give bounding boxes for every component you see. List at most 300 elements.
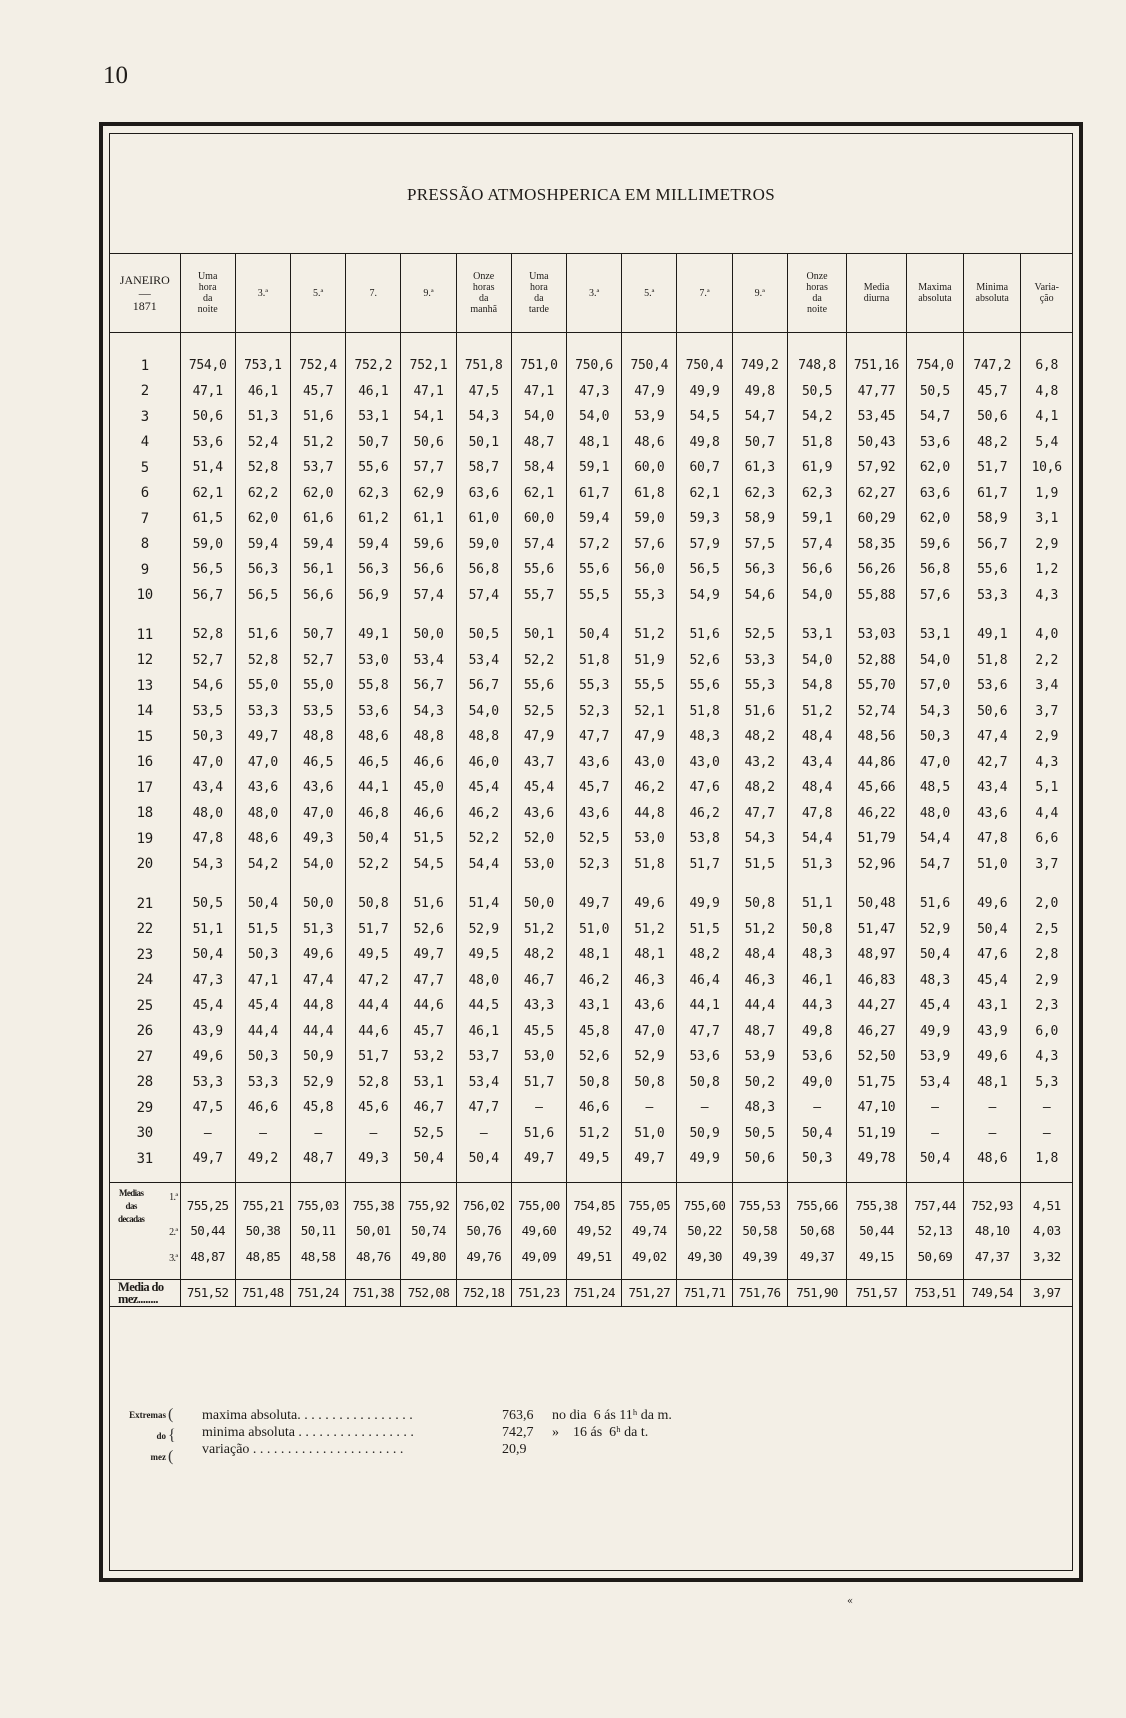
- pressure-value: 56,3: [235, 557, 290, 583]
- day-number: 24: [136, 972, 153, 989]
- pressure-value: 57,5: [732, 532, 787, 558]
- pressure-value: 62,3: [787, 481, 846, 507]
- decade-label: [110, 1182, 180, 1224]
- pressure-value: 46,1: [235, 379, 290, 405]
- pressure-value: 53,1: [346, 404, 401, 430]
- pressure-value: 57,0: [906, 673, 963, 699]
- pressure-value: 49,6: [964, 877, 1021, 917]
- pressure-value: 56,6: [401, 557, 456, 583]
- decade-mean-value: 50,76: [456, 1218, 511, 1244]
- column-header: 5.ª: [290, 254, 345, 333]
- pressure-value: 51,4: [180, 455, 235, 481]
- pressure-value: 48,1: [964, 1070, 1021, 1096]
- pressure-value: 43,9: [180, 1019, 235, 1045]
- pressure-value: 51,1: [180, 917, 235, 943]
- pressure-value: 51,6: [401, 877, 456, 917]
- pressure-value: 61,2: [346, 506, 401, 532]
- day-row: [110, 1146, 1072, 1182]
- pressure-value: 43,6: [235, 775, 290, 801]
- pressure-value: 52,5: [567, 826, 622, 852]
- pressure-value: 47,1: [511, 379, 566, 405]
- pressure-value: 50,1: [511, 608, 566, 648]
- pressure-value: 55,8: [346, 673, 401, 699]
- pressure-value: 54,9: [677, 583, 732, 609]
- column-header: 5.ª: [622, 254, 677, 333]
- pressure-value: 43,6: [567, 750, 622, 776]
- pressure-value: 50,8: [732, 877, 787, 917]
- pressure-value: 2,9: [1021, 968, 1072, 994]
- pressure-value: 60,0: [511, 506, 566, 532]
- pressure-value: 61,9: [787, 455, 846, 481]
- pressure-value: 754,0: [906, 333, 963, 379]
- pressure-value: 52,3: [567, 852, 622, 878]
- pressure-value: 56,7: [180, 583, 235, 609]
- day-row: [110, 1121, 1072, 1147]
- pressure-value: 50,4: [180, 942, 235, 968]
- pressure-value: 48,3: [906, 968, 963, 994]
- pressure-value: 56,3: [346, 557, 401, 583]
- pressure-value: 48,6: [235, 826, 290, 852]
- pressure-value: 46,1: [787, 968, 846, 994]
- month-mean-value: 751,23: [511, 1280, 566, 1307]
- pressure-value: 52,6: [567, 1044, 622, 1070]
- column-header: Maxima absoluta: [906, 254, 963, 333]
- month-mean-value: 749,54: [964, 1280, 1021, 1307]
- pressure-value: 57,6: [906, 583, 963, 609]
- pressure-value: 45,8: [567, 1019, 622, 1045]
- pressure-value: 51,7: [346, 1044, 401, 1070]
- day-number: 16: [136, 754, 153, 771]
- pressure-value: 49,5: [567, 1146, 622, 1182]
- pressure-value: 43,6: [511, 801, 566, 827]
- day-number: 3: [140, 408, 149, 425]
- decade-mean-value: 756,02: [456, 1182, 511, 1218]
- pressure-value: 52,5: [401, 1121, 456, 1147]
- pressure-value: 44,27: [847, 993, 906, 1019]
- pressure-value: 49,9: [906, 1019, 963, 1045]
- pressure-value: 49,9: [677, 877, 732, 917]
- day-number: 4: [140, 434, 149, 451]
- pressure-value: 47,5: [180, 1095, 235, 1121]
- day-row: [110, 1044, 1072, 1070]
- pressure-value: —: [180, 1121, 235, 1147]
- pressure-value: 46,83: [847, 968, 906, 994]
- pressure-value: 46,27: [847, 1019, 906, 1045]
- decade-mean-value: 52,13: [906, 1218, 963, 1244]
- pressure-value: 50,6: [732, 1146, 787, 1182]
- pressure-value: 47,4: [290, 968, 345, 994]
- column-header: Uma hora da noite: [180, 254, 235, 333]
- decade-mean-value: 49,30: [677, 1244, 732, 1280]
- pressure-value: 52,8: [235, 455, 290, 481]
- pressure-value: 49,8: [677, 430, 732, 456]
- day-row: [110, 608, 1072, 648]
- pressure-value: 48,0: [906, 801, 963, 827]
- pressure-value: 47,0: [290, 801, 345, 827]
- day-number: 18: [136, 805, 153, 822]
- month-mean-value: 751,24: [290, 1280, 345, 1307]
- decade-mean-value: 49,76: [456, 1244, 511, 1280]
- pressure-value: 754,0: [180, 333, 235, 379]
- day-number: 20: [136, 856, 153, 873]
- day-row: [110, 557, 1072, 583]
- pressure-value: 48,2: [732, 775, 787, 801]
- pressure-value: 49,6: [964, 1044, 1021, 1070]
- day-number: 23: [136, 946, 153, 963]
- pressure-value: 47,9: [511, 724, 566, 750]
- pressure-value: 2,3: [1021, 993, 1072, 1019]
- pressure-value: 4,3: [1021, 1044, 1072, 1070]
- pressure-value: 53,7: [456, 1044, 511, 1070]
- pressure-value: 54,0: [787, 583, 846, 609]
- pressure-value: 53,3: [732, 648, 787, 674]
- pressure-value: 49,1: [964, 608, 1021, 648]
- pressure-value: 59,0: [622, 506, 677, 532]
- pressure-value: 42,7: [964, 750, 1021, 776]
- pressure-value: 45,4: [180, 993, 235, 1019]
- pressure-value: 51,2: [567, 1121, 622, 1147]
- day-row: [110, 699, 1072, 725]
- pressure-value: 48,8: [290, 724, 345, 750]
- month-mean-value: 751,90: [787, 1280, 846, 1307]
- pressure-value: 45,4: [235, 993, 290, 1019]
- pressure-value: 55,6: [346, 455, 401, 481]
- pressure-value: 53,0: [511, 1044, 566, 1070]
- extreme-name: variação . . . . . . . . . . . . . . . . . . . . . .: [202, 1442, 404, 1457]
- pressure-value: 45,8: [290, 1095, 345, 1121]
- pressure-value: 46,2: [456, 801, 511, 827]
- pressure-value: 54,3: [732, 826, 787, 852]
- pressure-value: 51,7: [964, 455, 1021, 481]
- pressure-value: 51,7: [511, 1070, 566, 1096]
- pressure-value: 50,4: [906, 942, 963, 968]
- pressure-value: 748,8: [787, 333, 846, 379]
- column-header: 7.: [346, 254, 401, 333]
- pressure-value: 47,7: [732, 801, 787, 827]
- day-number: 10: [136, 587, 153, 604]
- pressure-value: 53,3: [235, 1070, 290, 1096]
- pressure-value: 60,0: [622, 455, 677, 481]
- pressure-value: 1,8: [1021, 1146, 1072, 1182]
- pressure-value: 44,6: [346, 1019, 401, 1045]
- pressure-value: 57,92: [847, 455, 906, 481]
- pressure-value: 54,0: [906, 648, 963, 674]
- pressure-value: 43,4: [787, 750, 846, 776]
- pressure-value: 2,2: [1021, 648, 1072, 674]
- pressure-value: 52,9: [290, 1070, 345, 1096]
- pressure-value: 47,1: [235, 968, 290, 994]
- day-number: 11: [136, 626, 153, 643]
- pressure-value: 50,4: [787, 1121, 846, 1147]
- decade-mean-value: 755,38: [346, 1182, 401, 1218]
- day-row: [110, 1019, 1072, 1045]
- pressure-value: 50,8: [567, 1070, 622, 1096]
- month-mean-value: 751,76: [732, 1280, 787, 1307]
- pressure-value: 6,0: [1021, 1019, 1072, 1045]
- month-mean-value: 751,52: [180, 1280, 235, 1307]
- decade-mean-value: 755,05: [622, 1182, 677, 1218]
- pressure-value: 55,7: [511, 583, 566, 609]
- pressure-value: 53,3: [235, 699, 290, 725]
- pressure-value: 62,1: [180, 481, 235, 507]
- pressure-value: 48,0: [235, 801, 290, 827]
- pressure-value: 51,9: [622, 648, 677, 674]
- month-mean-value: 3,97: [1021, 1280, 1072, 1307]
- pressure-value: 47,3: [567, 379, 622, 405]
- pressure-value: —: [677, 1095, 732, 1121]
- column-header: Minima absoluta: [964, 254, 1021, 333]
- pressure-value: 54,4: [787, 826, 846, 852]
- pressure-value: —: [964, 1121, 1021, 1147]
- pressure-value: 62,2: [235, 481, 290, 507]
- pressure-value: 56,8: [456, 557, 511, 583]
- pressure-value: 47,9: [622, 379, 677, 405]
- decade-mean-value: 757,44: [906, 1182, 963, 1218]
- pressure-value: 43,9: [964, 1019, 1021, 1045]
- pressure-value: 52,2: [346, 852, 401, 878]
- pressure-value: 47,5: [456, 379, 511, 405]
- day-row: [110, 1070, 1072, 1096]
- pressure-value: 44,4: [290, 1019, 345, 1045]
- pressure-value: 749,2: [732, 333, 787, 379]
- pressure-value: 53,8: [677, 826, 732, 852]
- pressure-value: 50,7: [346, 430, 401, 456]
- pressure-value: 45,4: [964, 968, 1021, 994]
- decade-mean-value: 50,68: [787, 1218, 846, 1244]
- decade-mean-value: 50,44: [180, 1218, 235, 1244]
- pressure-value: 51,7: [346, 917, 401, 943]
- pressure-value: 52,96: [847, 852, 906, 878]
- pressure-value: 751,16: [847, 333, 906, 379]
- column-header: 9.ª: [732, 254, 787, 333]
- pressure-value: 44,3: [787, 993, 846, 1019]
- decade-mean-value: 50,44: [847, 1218, 906, 1244]
- pressure-value: 3,7: [1021, 852, 1072, 878]
- pressure-value: 59,0: [180, 532, 235, 558]
- pressure-value: 44,1: [677, 993, 732, 1019]
- pressure-value: 56,1: [290, 557, 345, 583]
- pressure-value: 4,3: [1021, 583, 1072, 609]
- pressure-value: 56,7: [401, 673, 456, 699]
- pressure-value: 50,9: [677, 1121, 732, 1147]
- pressure-value: 47,1: [401, 379, 456, 405]
- pressure-value: —: [456, 1121, 511, 1147]
- month-mean-label: Media do mez........: [110, 1280, 180, 1307]
- pressure-value: 52,5: [732, 608, 787, 648]
- pressure-value: 50,6: [401, 430, 456, 456]
- pressure-value: 59,6: [906, 532, 963, 558]
- column-header: 7.ª: [677, 254, 732, 333]
- pressure-value: 48,6: [964, 1146, 1021, 1182]
- pressure-value: 53,6: [787, 1044, 846, 1070]
- pressure-value: 59,6: [401, 532, 456, 558]
- pressure-value: 48,56: [847, 724, 906, 750]
- pressure-value: 51,8: [622, 852, 677, 878]
- pressure-value: 55,3: [567, 673, 622, 699]
- pressure-value: 51,8: [787, 430, 846, 456]
- pressure-value: 59,3: [677, 506, 732, 532]
- pressure-value: 50,8: [346, 877, 401, 917]
- pressure-value: —: [1021, 1095, 1072, 1121]
- pressure-value: 45,7: [567, 775, 622, 801]
- pressure-value: 62,3: [346, 481, 401, 507]
- pressure-value: 51,6: [235, 608, 290, 648]
- pressure-value: 54,0: [456, 699, 511, 725]
- pressure-value: 47,7: [567, 724, 622, 750]
- pressure-value: 4,8: [1021, 379, 1072, 405]
- pressure-value: 2,5: [1021, 917, 1072, 943]
- pressure-value: 51,4: [456, 877, 511, 917]
- day-row: [110, 532, 1072, 558]
- decade-mean-value: 50,11: [290, 1218, 345, 1244]
- pressure-value: 49,5: [346, 942, 401, 968]
- pressure-value: 52,8: [235, 648, 290, 674]
- pressure-value: 4,3: [1021, 750, 1072, 776]
- day-row: [110, 648, 1072, 674]
- extreme-name: minima absoluta . . . . . . . . . . . . . . . . .: [202, 1425, 414, 1440]
- pressure-value: 48,2: [677, 942, 732, 968]
- pressure-value: 54,1: [401, 404, 456, 430]
- day-number: 31: [110, 1146, 180, 1182]
- pressure-value: 46,7: [511, 968, 566, 994]
- pressure-value: 59,1: [567, 455, 622, 481]
- pressure-value: 43,2: [732, 750, 787, 776]
- pressure-value: 48,6: [622, 430, 677, 456]
- pressure-value: 43,3: [511, 993, 566, 1019]
- pressure-value: 52,2: [456, 826, 511, 852]
- day-row: [110, 404, 1072, 430]
- pressure-value: 44,86: [847, 750, 906, 776]
- month-mean-value: 751,38: [346, 1280, 401, 1307]
- month-mean-value: 753,51: [906, 1280, 963, 1307]
- pressure-value: 53,0: [511, 852, 566, 878]
- pressure-value: 60,29: [847, 506, 906, 532]
- decade-number: 3.ª: [169, 1252, 178, 1264]
- pressure-value: 3,1: [1021, 506, 1072, 532]
- pressure-value: 46,5: [346, 750, 401, 776]
- pressure-value: 55,0: [235, 673, 290, 699]
- pressure-value: 53,7: [290, 455, 345, 481]
- decade-mean-value: 755,66: [787, 1182, 846, 1218]
- pressure-value: 57,2: [567, 532, 622, 558]
- day-number: 12: [136, 652, 153, 669]
- pressure-value: 57,4: [456, 583, 511, 609]
- pressure-value: 43,6: [290, 775, 345, 801]
- pressure-value: 4,4: [1021, 801, 1072, 827]
- day-number: 27: [136, 1048, 153, 1065]
- pressure-value: 57,4: [787, 532, 846, 558]
- pressure-value: 51,1: [787, 877, 846, 917]
- day-number: 9: [140, 561, 149, 578]
- pressure-value: 50,48: [847, 877, 906, 917]
- pressure-value: 46,6: [401, 750, 456, 776]
- pressure-value: 50,8: [622, 1070, 677, 1096]
- pressure-value: 51,2: [787, 699, 846, 725]
- pressure-value: 62,0: [906, 455, 963, 481]
- day-row: [110, 917, 1072, 943]
- pressure-value: 61,5: [180, 506, 235, 532]
- pressure-value: 51,0: [964, 852, 1021, 878]
- pressure-value: 43,6: [567, 801, 622, 827]
- pressure-value: 45,7: [401, 1019, 456, 1045]
- pressure-value: 51,75: [847, 1070, 906, 1096]
- pressure-value: 48,5: [906, 775, 963, 801]
- pressure-value: 56,6: [787, 557, 846, 583]
- pressure-value: 52,9: [906, 917, 963, 943]
- pressure-value: 56,6: [290, 583, 345, 609]
- pressure-value: 2,9: [1021, 724, 1072, 750]
- pressure-value: 48,8: [401, 724, 456, 750]
- pressure-value: 47,3: [180, 968, 235, 994]
- pressure-value: 46,3: [732, 968, 787, 994]
- pressure-value: 53,4: [401, 648, 456, 674]
- pressure-value: 47,4: [964, 724, 1021, 750]
- pressure-value: 5,3: [1021, 1070, 1072, 1096]
- pressure-value: 55,3: [732, 673, 787, 699]
- pressure-value: 47,1: [180, 379, 235, 405]
- decade-mean-value: 50,38: [235, 1218, 290, 1244]
- pressure-value: 50,5: [180, 877, 235, 917]
- pressure-value: 46,1: [456, 1019, 511, 1045]
- pressure-value: 44,4: [346, 993, 401, 1019]
- pressure-value: 52,50: [847, 1044, 906, 1070]
- pressure-value: 45,66: [847, 775, 906, 801]
- pressure-value: 56,7: [964, 532, 1021, 558]
- pressure-value: 50,7: [290, 608, 345, 648]
- decade-mean-value: 49,39: [732, 1244, 787, 1280]
- pressure-value: 48,8: [456, 724, 511, 750]
- month-mean-value: 752,08: [401, 1280, 456, 1307]
- pressure-value: 53,0: [346, 648, 401, 674]
- pressure-value: 49,9: [677, 1146, 732, 1182]
- pressure-value: 3,7: [1021, 699, 1072, 725]
- pressure-value: 4,1: [1021, 404, 1072, 430]
- pressure-value: 52,9: [456, 917, 511, 943]
- pressure-value: 49,2: [235, 1146, 290, 1182]
- pressure-value: 49,8: [732, 379, 787, 405]
- pressure-value: 51,6: [732, 699, 787, 725]
- pressure-value: 47,0: [235, 750, 290, 776]
- day-number: 6: [140, 485, 149, 502]
- pressure-value: 50,3: [235, 1044, 290, 1070]
- pressure-value: 51,6: [511, 1121, 566, 1147]
- pressure-value: 44,4: [235, 1019, 290, 1045]
- pressure-value: 50,8: [677, 1070, 732, 1096]
- decade-means-label: Medias das decadas: [118, 1187, 145, 1224]
- decade-mean-value: 47,37: [964, 1244, 1021, 1280]
- pressure-value: 51,8: [964, 648, 1021, 674]
- pressure-value: 53,1: [787, 608, 846, 648]
- day-number: 19: [136, 830, 153, 847]
- day-row: [110, 993, 1072, 1019]
- day-row: [110, 506, 1072, 532]
- pressure-value: 43,1: [567, 993, 622, 1019]
- pressure-value: 50,5: [906, 379, 963, 405]
- pressure-value: 5,4: [1021, 430, 1072, 456]
- pressure-value: 57,4: [511, 532, 566, 558]
- pressure-value: 47,77: [847, 379, 906, 405]
- pressure-value: 61,0: [456, 506, 511, 532]
- decade-number: 1.ª: [169, 1191, 178, 1203]
- pressure-value: 48,3: [732, 1095, 787, 1121]
- day-number: 15: [136, 728, 153, 745]
- pressure-value: 59,4: [567, 506, 622, 532]
- pressure-value: 51,6: [906, 877, 963, 917]
- pressure-value: 54,7: [732, 404, 787, 430]
- pressure-value: 48,97: [847, 942, 906, 968]
- pressure-value: 59,4: [235, 532, 290, 558]
- pressure-value: 49,7: [511, 1146, 566, 1182]
